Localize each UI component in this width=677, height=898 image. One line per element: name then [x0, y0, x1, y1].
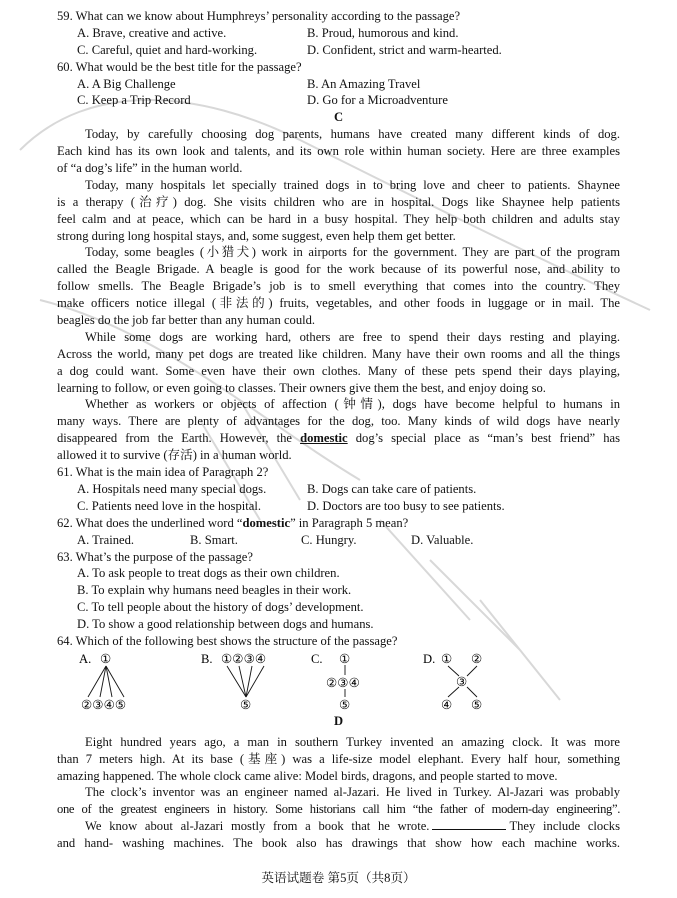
q64-stem: 64. Which of the following best shows the structure of the passage? [57, 633, 398, 648]
q59-option-b[interactable]: B. Proud, humorous and kind. [307, 25, 459, 40]
passage-c-p2-line1: Today, many hospitals let specially trained dogs in to bring love and cheer to patients. Shaynee [85, 177, 620, 192]
q63-option-c[interactable]: C. To tell people about the history of dogs’ development. [77, 600, 364, 615]
q64-diagram-d[interactable] [421, 651, 521, 713]
q64-diagram-b[interactable] [199, 651, 309, 713]
q64-label-d: D. [423, 651, 436, 666]
q63-stem: 63. What’s the purpose of the passage? [57, 549, 253, 564]
passage-c-p4-line3: a dog could want. Some even have their own clothes. Many of these pets spend their days playing, [57, 363, 620, 378]
q61-option-b[interactable]: B. Dogs can take care of patients. [307, 481, 477, 496]
q64-a-bottom: ②③④⑤ [81, 697, 127, 712]
passage-c-p3-line5: beagles do the job far better than any human could. [57, 313, 316, 328]
passage-c-p4-line2: Across the world, many pet dogs are treated like children. Many have their own rooms and all the things [57, 346, 620, 361]
passage-c-p4-line4: learning to follow, or even going to classes. Their owners give them the best, and enjoy doing so. [57, 380, 546, 395]
passage-c-p5-line2: many ways. There are plenty of advantages for the dog, too. Many kinds of wild dogs have nearly [57, 414, 620, 429]
passage-d-p2-line1: The clock’s inventor was an engineer named al-Jazari. He lived in Turkey. Al-Jazari was probably [85, 785, 620, 800]
passage-c-p5-line1: Whether as workers or objects of affection (钟情), dogs have become helpful to humans in [85, 397, 620, 412]
p3-line1-before: We know about al-Jazari mostly from a book that he wrote. [85, 819, 430, 834]
passage-c-p2-line2: is a therapy (治疗) dog. She visits children who are in hospital. Dogs like Shaynee help patients [57, 194, 620, 209]
q64-d-mid: ③ [456, 674, 468, 689]
passage-c-p2-line4: strong during long hospital stays, and, some suggest, even help them get better. [57, 228, 456, 243]
section-d-heading: D [333, 713, 344, 728]
q64-diagram-a[interactable] [77, 651, 187, 713]
q62-stem-after: ” in Paragraph 5 mean? [290, 515, 409, 530]
q64-label-a: A. [79, 651, 92, 666]
q64-b-lines [227, 666, 264, 697]
p5-line3-after: dog’s special place as “man’s best friend” has [347, 431, 620, 446]
q62-option-c[interactable]: C. Hungry. [301, 532, 357, 547]
p3-line1-after: They include clocks [509, 819, 620, 834]
q64-a-top: ① [100, 651, 112, 666]
q60-option-c[interactable]: C. Keep a Trip Record [77, 93, 191, 108]
passage-c-p1-line2: Each kind has its own look and talents, and its own role within human society. Here are three examples [57, 144, 620, 159]
q62-stem [57, 515, 620, 532]
q64-b-bottom: ⑤ [240, 697, 252, 712]
q60-option-d[interactable]: D. Go for a Microadventure [307, 93, 448, 108]
q61-options-cd [57, 498, 620, 515]
section-c-heading: C [333, 110, 344, 125]
passage-c-p3-line3: follow smells. The Beagle Brigade’s job is to smell everything that comes into the country. They [57, 279, 620, 294]
passage-c-p3-line2: called the Beagle Brigade. A beagle is good for the work because of its powerful nose, and ability to [57, 262, 620, 277]
passage-c-p1-line1: Today, by carefully choosing dog parents, humans have created many different kinds of dog. [85, 127, 620, 142]
q59-options-cd [57, 42, 620, 59]
q60-stem: 60. What would be the best title for the passage? [57, 59, 302, 74]
q64-d-bottom-right: ⑤ [471, 697, 483, 712]
q64-label-b: B. [201, 651, 213, 666]
passage-d-p3-line2: and hand- washing machines. The book also has drawings that show how each machine works. [57, 836, 620, 851]
passage-d-p2-line2: one of the greatest engineers in history. Some historians call him “the father of modern-day engineering”. [57, 802, 620, 817]
q59-option-a[interactable]: A. Brave, creative and active. [77, 25, 227, 40]
q64-b-top: ①②③④ [221, 651, 267, 666]
q61-option-a[interactable]: A. Hospitals need many special dogs. [77, 481, 267, 496]
q64-d-top-right: ② [471, 651, 483, 666]
passage-c-p3-line1: Today, some beagles (小猎犬) work in airports for the government. They are part of the program [85, 245, 620, 260]
passage-d-p1-line1: Eight hundred years ago, a man in southern Turkey invented an amazing clock. It was more [85, 734, 620, 749]
q61-option-c[interactable]: C. Patients need love in the hospital. [77, 498, 261, 513]
passage-c-p4-line1: While some dogs are working hard, others are free to spend their days resting and playing. [85, 329, 620, 344]
q64-d-top-left: ① [441, 651, 453, 666]
passage-d-p1-line2: than 7 meters high. At its base (基座) was a life-size model elephant. Every half hour, something [57, 751, 620, 766]
q62-options [57, 532, 620, 549]
q64-label-c: C. [311, 651, 323, 666]
q62-stem-word: domestic [242, 515, 291, 530]
page-footer: 英语试题卷 第5页（共8页） [261, 871, 416, 885]
q60-options-cd [57, 92, 620, 109]
q60-option-a[interactable]: A. A Big Challenge [77, 76, 176, 91]
passage-d-p3-line1 [57, 818, 620, 835]
passage-d-p1-line3: amazing happened. The whole clock came alive: Model birds, dragons, and people started to move. [57, 768, 558, 783]
q59-stem: 59. What can we know about Humphreys’ personality according to the passage? [57, 9, 461, 23]
answer-blank[interactable] [432, 819, 506, 830]
q59-option-d[interactable]: D. Confident, strict and warm-hearted. [307, 42, 502, 57]
passage-c-p3-line4: make officers notice illegal (非法的) fruits, vegetables, and other foods in luggage or in mail. The [57, 296, 620, 311]
q64-diagram-c[interactable] [309, 651, 399, 713]
q61-options-ab [57, 481, 620, 498]
q61-option-d[interactable]: D. Doctors are too busy to see patients. [307, 498, 505, 513]
q62-option-d[interactable]: D. Valuable. [411, 532, 474, 547]
q62-option-a[interactable]: A. Trained. [77, 532, 135, 547]
q64-a-lines [88, 666, 124, 697]
q64-c-mid: ②③④ [326, 675, 360, 690]
q60-option-b[interactable]: B. An Amazing Travel [307, 76, 421, 91]
q64-d-bottom-left: ④ [441, 697, 453, 712]
q62-option-b[interactable]: B. Smart. [190, 532, 238, 547]
passage-c-p5-line4: allowed it to survive (存活) in a human world. [57, 448, 292, 463]
exam-page [57, 8, 620, 852]
q61-stem: 61. What is the main idea of Paragraph 2? [57, 465, 269, 480]
passage-c-p5-line3 [57, 430, 620, 447]
q63-option-d[interactable]: D. To show a good relationship between dogs and humans. [77, 617, 374, 632]
q59-option-c[interactable]: C. Careful, quiet and hard-working. [77, 42, 258, 57]
q62-stem-before: 62. What does the underlined word “ [57, 515, 243, 530]
underlined-word-domestic: domestic [300, 431, 348, 446]
q64-structure-diagrams [57, 651, 620, 713]
q60-options-ab [57, 76, 620, 93]
passage-c-p1-line3: of “a dog’s life” in the human world. [57, 161, 243, 176]
q64-c-bottom: ⑤ [339, 697, 351, 712]
passage-c-p2-line3: feel calm and at peace, which can be hard in a busy hospital. They help both children and adults stay [57, 211, 620, 226]
q63-option-b[interactable]: B. To explain why humans need beagles in their work. [77, 583, 352, 598]
q59-options-ab [57, 25, 620, 42]
p5-line3-before: disappeared from the Earth. However, the [57, 431, 301, 446]
q63-option-a[interactable]: A. To ask people to treat dogs as their own children. [77, 566, 340, 581]
q64-c-top: ① [339, 651, 351, 666]
